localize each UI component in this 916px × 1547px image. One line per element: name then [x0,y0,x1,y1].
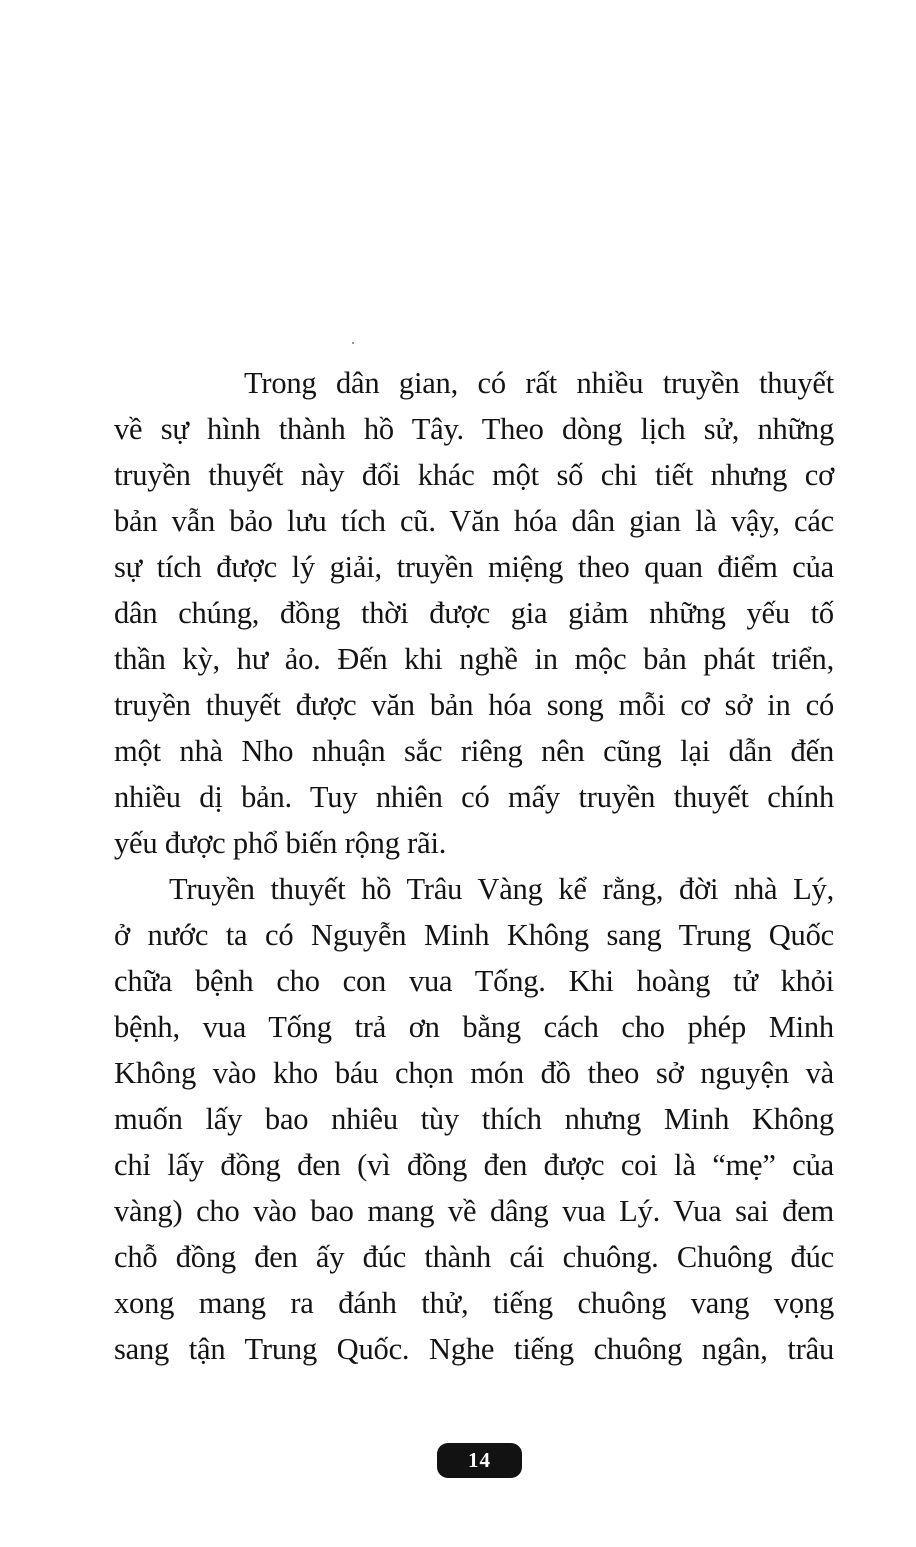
paragraph-1-line-2: về sự hình thành hồ Tây. Theo dòng lịch sử, những [114,412,834,446]
paragraph-1-line-6: dân chúng, đồng thời được gia giảm những yếu tố [114,596,834,630]
paragraph-1-line-8: truyền thuyết được văn bản hóa song mỗi cơ sở in có [114,688,834,722]
paragraph-2-line-5: Không vào kho báu chọn món đồ theo sở nguyện và [114,1056,834,1090]
paragraph-2-line-7: chỉ lấy đồng đen (vì đồng đen được coi là “mẹ” của [114,1148,834,1182]
paragraph-1-line-9: một nhà Nho nhuận sắc riêng nên cũng lại dẫn đến [114,734,834,768]
paragraph-2-line-2: ở nước ta có Nguyễn Minh Không sang Trung Quốc [114,918,834,952]
paragraph-1-line-5: sự tích được lý giải, truyền miệng theo quan điểm của [114,550,834,584]
paragraph-2-line-1: Truyền thuyết hồ Trâu Vàng kể rằng, đời nhà Lý, [169,872,834,906]
paragraph-1-line-10: nhiều dị bản. Tuy nhiên có mấy truyền thuyết chính [114,780,834,814]
paragraph-2-line-3: chữa bệnh cho con vua Tống. Khi hoàng tử khỏi [114,964,834,998]
page-number-badge: 14 [437,1443,522,1478]
paragraph-1-line-3: truyền thuyết này đổi khác một số chi tiết nhưng cơ [114,458,834,492]
paragraph-2-line-4: bệnh, vua Tống trả ơn bằng cách cho phép Minh [114,1010,834,1044]
paragraph-1-line-11: yếu được phổ biến rộng rãi. [114,826,447,860]
paragraph-1-line-7: thần kỳ, hư ảo. Đến khi nghề in mộc bản phát triển, [114,642,834,676]
paragraph-2-line-11: sang tận Trung Quốc. Nghe tiếng chuông ngân, trâu [114,1332,834,1366]
paragraph-2-line-10: xong mang ra đánh thử, tiếng chuông vang vọng [114,1286,834,1320]
paragraph-1-line-4: bản vẫn bảo lưu tích cũ. Văn hóa dân gian là vậy, các [114,504,834,538]
print-speck [352,342,354,344]
paragraph-2-line-6: muốn lấy bao nhiêu tùy thích nhưng Minh Không [114,1102,834,1136]
paragraph-2-line-9: chỗ đồng đen ấy đúc thành cái chuông. Chuông đúc [114,1240,834,1274]
body-text [114,360,834,1372]
paragraph-1-line-1: Trong dân gian, có rất nhiều truyền thuyết [244,366,834,400]
paragraph-2-line-8: vàng) cho vào bao mang về dâng vua Lý. Vua sai đem [114,1194,834,1228]
